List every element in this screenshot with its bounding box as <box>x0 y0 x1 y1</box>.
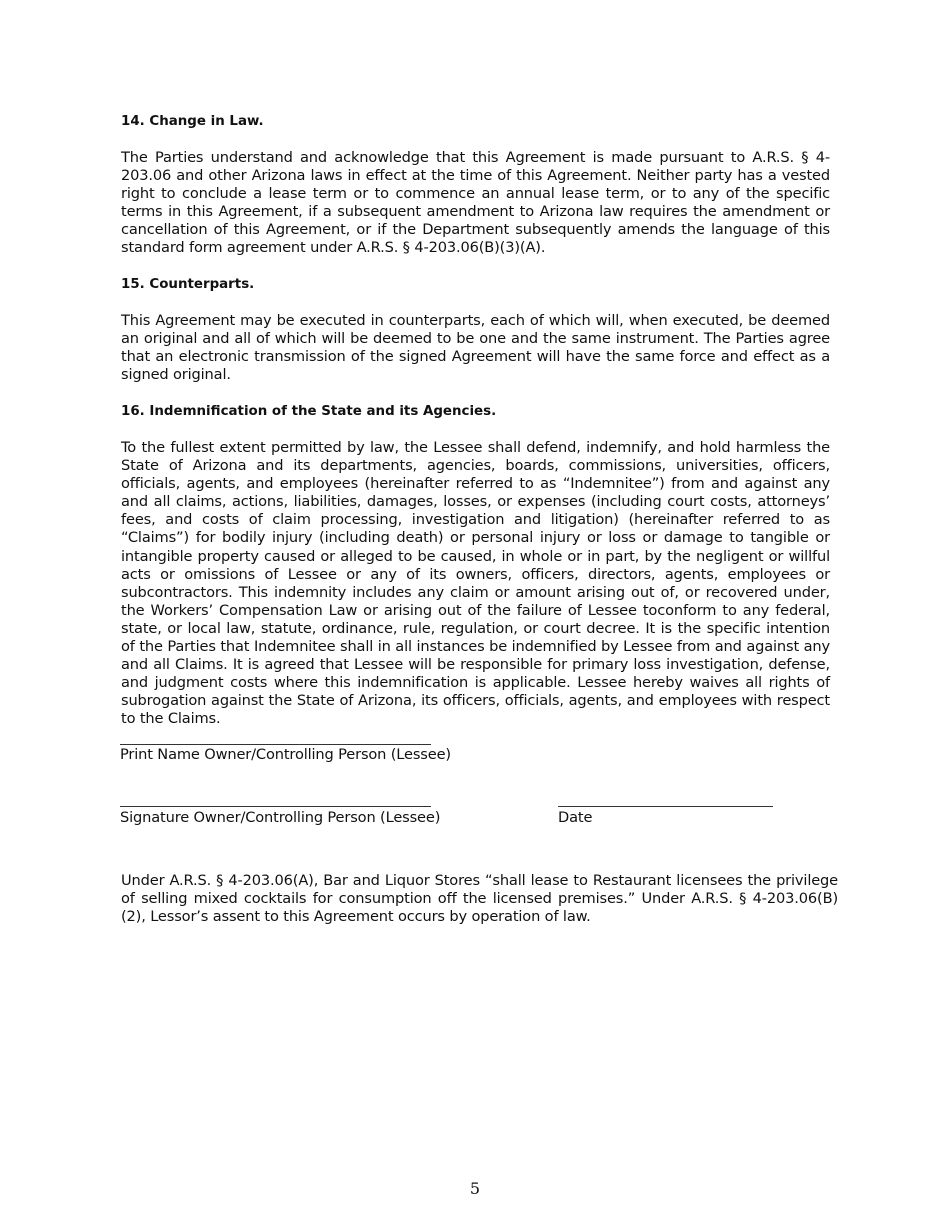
date-label: Date <box>558 809 593 826</box>
legal-footnote: Under A.R.S. § 4-203.06(A), Bar and Liquor Stores “shall lease to Restaurant licensees the privilege of selling mixed cocktails for consumption off the licensed premises.” Under A.R.S. § 4-203.06(B)(2), Lessor’s assent to this Agreement occurs by operation of law. <box>121 872 838 926</box>
section-16-body: To the fullest extent permitted by law, the Lessee shall defend, indemnify, and hold harmless the State of Arizona and its departments, agencies, boards, commissions, universities, officers, officials, agents, and employees (hereinafter referred to as “Indemnitee”) from and against any and all claims, actions, liabilities, damages, losses, or expenses (including court costs, attorneys’ fees, and costs of claim processing, investigation and litigation) (hereinafter referred to as “Claims”) for bodily injury (including death) or personal injury or loss or damage to tangible or intangible property caused or alleged to be caused, in whole or in part, by the negligent or willful acts or omissions of Lessee or any of its owners, officers, directors, agents, employees or subcontractors. This indemnity includes any claim or amount arising out of, or recovered under, the Workers’ Compensation Law or arising out of the failure of Lessee toconform to any federal, state, or local law, statute, ordinance, rule, regulation, or court decree. It is the specific intention of the Parties that Indemnitee shall in all instances be indemnified by Lessee from and against any and all Claims. It is agreed that Lessee will be responsible for primary loss investigation, defense, and judgment costs where this indemnification is applicable. Lessee hereby waives all rights of subrogation against the State of Arizona, its officers, officials, agents, and employees with respect to the Claims. <box>121 439 830 728</box>
section-15-heading: 15. Counterparts. <box>121 277 255 292</box>
date-line[interactable] <box>558 806 773 807</box>
signature-line[interactable] <box>120 806 431 807</box>
section-16-heading: 16. Indemnification of the State and its Agencies. <box>121 404 497 419</box>
print-name-line[interactable] <box>120 744 431 745</box>
signature-label: Signature Owner/Controlling Person (Lessee) <box>120 809 441 826</box>
section-14-body: The Parties understand and acknowledge that this Agreement is made pursuant to A.R.S. § 4-203.06 and other Arizona laws in effect at the time of this Agreement. Neither party has a vested right to conclude a lease term or to commence an annual lease term, or to any of the specific terms in this Agreement, if a subsequent amendment to Arizona law requires the amendment or cancellation of this Agreement, or if the Department subsequently amends the language of this standard form agreement under A.R.S. § 4-203.06(B)(3)(A). <box>121 149 830 257</box>
section-15-body: This Agreement may be executed in counterparts, each of which will, when executed, be deemed an original and all of which will be deemed to be one and the same instrument. The Parties agree that an electronic transmission of the signed Agreement will have the same force and effect as a signed original. <box>121 312 830 384</box>
page-number: 5 <box>469 1179 481 1198</box>
print-name-label: Print Name Owner/Controlling Person (Lessee) <box>120 746 451 763</box>
section-14-heading: 14. Change in Law. <box>121 114 264 129</box>
